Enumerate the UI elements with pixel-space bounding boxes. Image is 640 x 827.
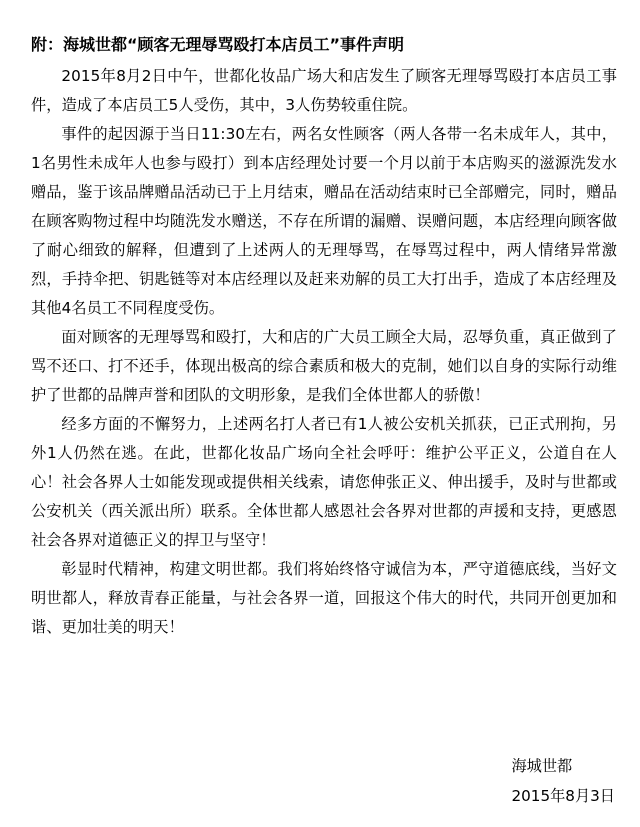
paragraph-closing: 彰显时代精神，构建文明世都。我们将始终恪守诚信为本，严守道德底线，当好文明世都人，释放青春正能量，与社会各界一道，回报这个伟大的时代，共同开创更加和谐、更加壮美的明天！: [31, 560, 617, 636]
paragraph-staff-response: 面对顾客的无理辱骂和殴打，大和店的广大员工顾全大局，忍辱负重，真正做到了骂不还口、打不还手，体现出极高的综合素质和极大的克制，她们以自身的实际行动维护了世都的品牌声誉和团队的文明形象，是我们全体世都人的骄傲！: [31, 328, 617, 404]
statement-title: 附：海城世都“顾客无理辱骂殴打本店员工”事件声明: [31, 35, 405, 54]
statement-document: [31, 34, 617, 642]
paragraph-appeal: 经多方面的不懈努力，上述两名打人者已有1人被公安机关抓获，已正式刑拘，另外1人仍然在逃。在此，世都化妆品广场向全社会呼吁：维护公平正义，公道自在人心！社会各界人士如能发现或提供相关线索，请您伸张正义、伸出援手，及时与世都或公安机关（西关派出所）联系。全体世都人感恩社会各界对世都的声援和支持，更感恩社会各界对道德正义的捍卫与坚守！: [31, 415, 617, 549]
signature-block: [511, 751, 615, 811]
signature-date: 2015年8月3日: [511, 787, 615, 805]
paragraph-incident-cause: 事件的起因源于当日11:30左右，两名女性顾客（两人各带一名未成年人，其中，1名男性未成年人也参与殴打）到本店经理处讨要一个月以前于本店购买的滋源洗发水赠品，鉴于该品牌赠品活动已于上月结束，赠品在活动结束时已全部赠完，同时，赠品在顾客购物过程中均随洗发水赠送，不存在所谓的漏赠、误赠问题，本店经理向顾客做了耐心细致的解释，但遭到了上述两人的无理辱骂，在辱骂过程中，两人情绪异常激烈，手持伞把、钥匙链等对本店经理以及赶来劝解的员工大打出手，造成了本店经理及其他4名员工不同程度受伤。: [31, 125, 617, 317]
paragraph-incident-summary: 2015年8月2日中午，世都化妆品广场大和店发生了顾客无理辱骂殴打本店员工事件，造成了本店员工5人受伤，其中，3人伤势较重住院。: [31, 67, 617, 114]
signature-organization: 海城世都: [511, 757, 573, 775]
